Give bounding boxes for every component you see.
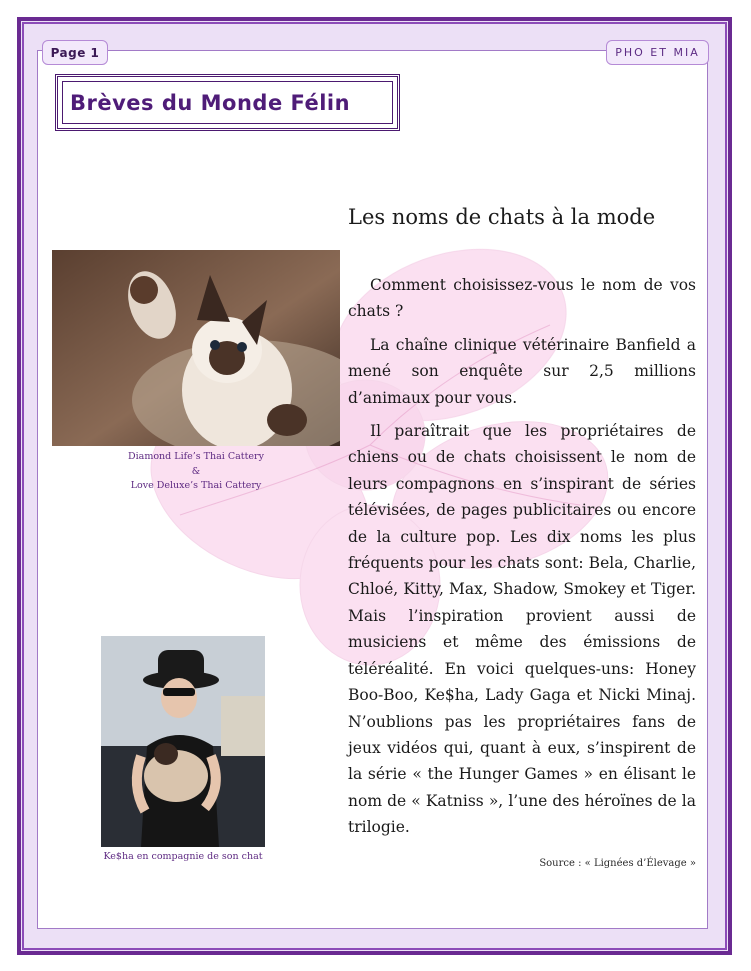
article-paragraph: Comment choisissez-vous le nom de vos chats ?: [348, 276, 696, 321]
kitten-photo: [52, 250, 340, 446]
article-paragraph: La chaîne clinique vétérinaire Banfield a mené son enquête sur 2,5 millions d’animaux pour vous.: [348, 335, 696, 407]
page-number-label: Page 1: [50, 45, 100, 60]
article-body: [348, 272, 696, 848]
caption-line-3: Love Deluxe’s Thai Cattery: [130, 480, 262, 491]
article-source: Source : « Lignées d’Élevage »: [539, 858, 696, 869]
article-paragraph: Il paraîtrait que les propriétaires de chiens ou de chats choisissent le nom de leurs compagnons en s’inspirant de séries télévisées, de pages publicitaires ou encore de la culture pop. Les dix noms les plus fréquents pour les chats sont: Bela, Charlie, Chloé, Kitty, Max, Shadow, Smokey et Tiger. Mais l’inspiration provient aussi de musiciens et même des émissions de téléréalité. En voici quelques-uns: Honey Boo-Boo, Ke$ha, Lady Gaga et Nicki Minaj. N’oublions pas les propriétaires fans de jeux vidéos qui, quant à eux, s’inspirent de la série « the Hunger Games » en élisant le nom de « Katniss », l’une des héroïnes de la trilogie.: [348, 422, 696, 837]
kesha-photo-caption: Ke$ha en compagnie de son chat: [103, 851, 263, 862]
brand-tab: [606, 40, 709, 65]
article-title: Les noms de chats à la mode: [348, 205, 656, 229]
caption-line-2: &: [191, 465, 201, 477]
page-number-tab: [42, 40, 108, 65]
kesha-photo: [101, 636, 265, 847]
caption-line-1: Diamond Life’s Thai Cattery: [128, 451, 264, 462]
section-title: Brèves du Monde Félin: [70, 90, 351, 115]
section-title-box: [55, 74, 400, 131]
brand-label: PHO ET MIA: [615, 46, 700, 59]
kitten-photo-caption: [100, 450, 292, 494]
